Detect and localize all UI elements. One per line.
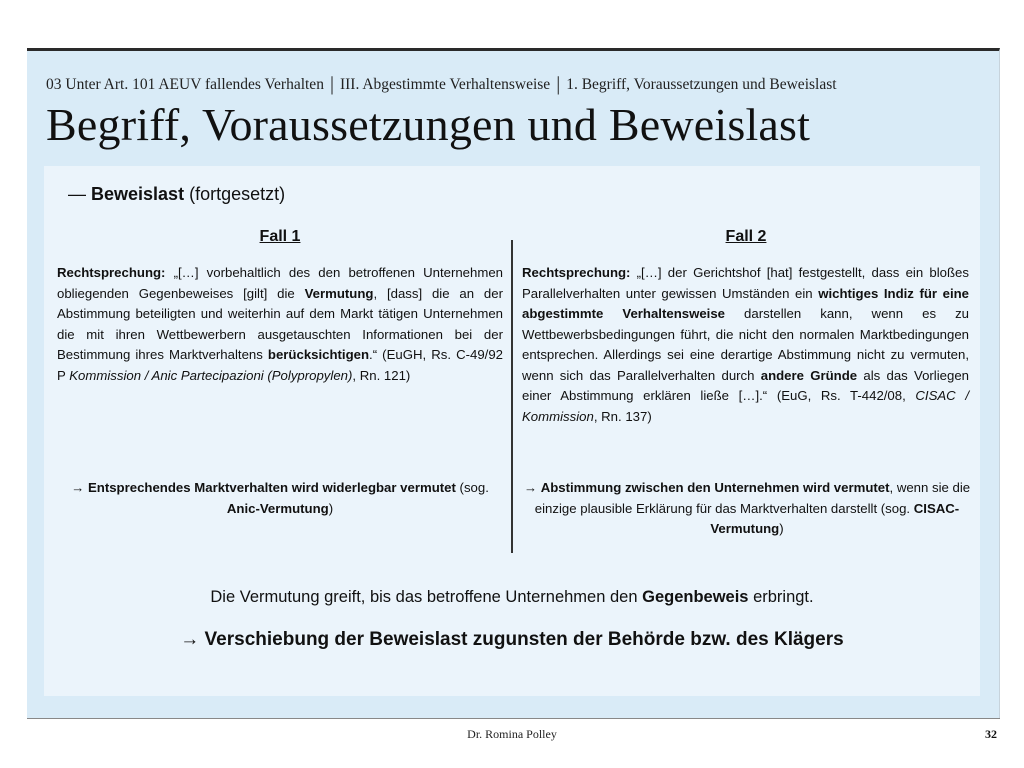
quote-text: „[…] vorbehaltlich des den betroffenen Unternehmen obliegenden Gegenbeweises [gilt] die [57,265,503,301]
result-emphasis: Anic-Vermutung [226,500,329,516]
heading-label: Beweislast [91,184,185,204]
summary-text: Die Vermutung greift, bis das betroffene Unternehmen den [210,588,643,606]
result-emphasis: Abstimmung zwischen den Unternehmen wird vermutet [540,480,890,495]
quote-text: „[…] der Gerichtshof [hat] festgestellt, dass ein bloßes Parallelverhalten unter gewissen Umständen ein [522,265,969,301]
fall-2-result [512,478,982,540]
quote-text: als das Vorliegen einer Abstimmung erklären ließe […].“ (EuG, Rs. T-442/08, [522,367,969,403]
fall-2-case-law-quote [522,263,969,427]
breadcrumb-separator: | [329,73,334,95]
summary-text: erbringt. [748,588,814,606]
footer-author: Dr. Romina Polley [467,727,557,741]
heading-dash: — [68,184,86,204]
case-law-label: Rechtsprechung: [57,265,166,280]
breadcrumb-part-3: 1. Begriff, Voraussetzungen und Beweislast [566,76,837,93]
quote-emphasis: wichtiges Indiz für eine abgestimmte Verhaltensweise [522,285,969,321]
quote-text: darstellen kann, wenn es zu Wettbewerbsbedingungen führt, die nicht den normalen Marktbedingungen entsprechen. Allerdings sei eine derartige Abstimmung nicht zu vermuten, wenn sich das Parallelverhalten durch [522,306,969,383]
conclusion-statement: → Verschiebung der Beweislast zugunsten der Behörde bzw. des Klägers [180,629,844,650]
section-heading [68,184,285,205]
arrow-icon: → [523,480,541,495]
result-text: ) [779,521,784,536]
breadcrumb-part-1: 03 Unter Art. 101 AEUV fallendes Verhalten [46,76,324,93]
quote-emphasis: andere Gründe [760,367,858,383]
page-title: Begriff, Voraussetzungen und Beweislast [46,99,811,150]
result-text: , wenn sie die einzige plausible Erklärung für das Marktverhalten darstellt (sog. [534,480,971,516]
result-text: (sog. [455,480,489,495]
quote-emphasis: Vermutung [304,285,374,301]
breadcrumb-separator: | [556,73,561,95]
breadcrumb-part-2: III. Abgestimmte Verhaltensweise [339,76,551,93]
heading-suffix: (fortgesetzt) [189,184,286,204]
summary-emphasis: Gegenbeweis [642,588,749,606]
result-emphasis: CISAC-Vermutung [710,500,960,536]
quote-text: , Rn. 137) [593,408,652,424]
arrow-icon: → [71,480,88,495]
case-name: CISAC / Kommission [522,388,969,424]
case-law-label: Rechtsprechung: [522,265,631,280]
quote-text: , Rn. 121) [352,367,411,383]
fall-1-case-law-quote [57,263,503,386]
fall-1-heading: Fall 1 [259,228,301,245]
footer-divider [27,718,1000,719]
result-text: ) [328,500,334,516]
result-emphasis: Entsprechendes Marktverhalten wird widerlegbar vermutet [87,480,456,495]
breadcrumb [46,72,1006,95]
page-number: 32 [985,727,997,741]
fall-1-result [57,478,503,519]
quote-emphasis: berücksichtigen [267,347,370,362]
fall-2-heading: Fall 2 [725,228,767,245]
case-name: Kommission / Anic Partecipazioni (Polypropylen) [69,367,353,383]
summary-statement [44,588,980,607]
quote-text: .“ (EuGH, Rs. C-49/92 P [57,347,503,383]
quote-text: , [dass] die an der Abstimmung beteiligten und weiterhin auf dem Markt tätigen Unternehmen die mit ihren Wettbewerbern ausgetauschten Informationen bei der Bestimmung ihres Marktverhaltens [57,285,503,362]
